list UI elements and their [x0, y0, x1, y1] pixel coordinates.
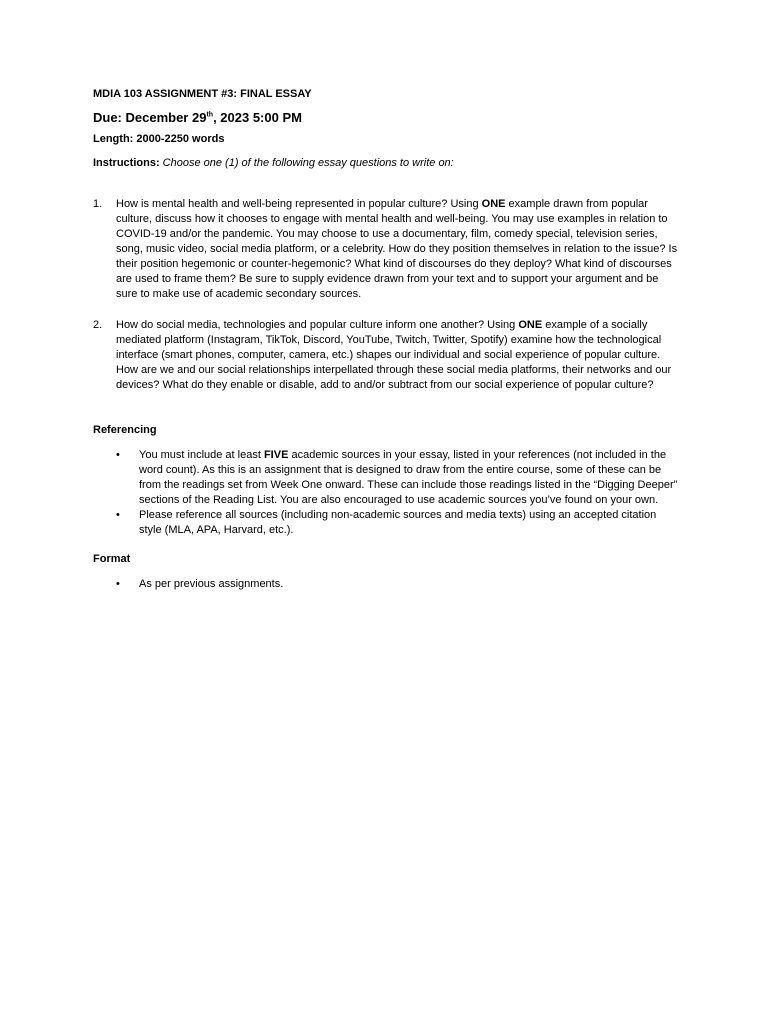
bullet-icon: • — [116, 449, 120, 461]
referencing-item — [93, 508, 678, 538]
question-text-after: example drawn from popular culture, discuss how it chooses to engage with mental health and well-being. You may use examples in relation to COVID-19 and/or the pandemic. You may choose to use a documentary, film, comedy special, television series, song, music video, social media platform, or a celebrity. How do they position themselves in relation to the issue? Is their position hegemonic or counter-hegemonic? What kind of discourses do they deploy? What kind of discourses are used to frame them? Be sure to supply evidence drawn from your text and to support your argument and be sure to make use of academic secondary sources. — [116, 198, 678, 300]
referencing-text-emphasis: FIVE — [263, 449, 289, 461]
essay-question — [93, 318, 678, 393]
question-text-emphasis: ONE — [518, 319, 543, 331]
referencing-item — [93, 448, 678, 508]
instructions-label: Instructions: — [93, 157, 160, 169]
essay-length: Length: 2000-2250 words — [93, 133, 225, 145]
essay-question-list — [93, 197, 678, 393]
due-date-suffix: , 2023 5:00 PM — [213, 110, 302, 125]
format-text: As per previous assignments. — [139, 578, 284, 590]
document-page — [93, 86, 678, 592]
referencing-text-before: You must include at least — [139, 449, 264, 461]
question-text-before: How do social media, technologies and popular culture inform one another? Using — [116, 319, 519, 331]
due-date-ordinal: th — [206, 111, 214, 119]
referencing-text-after: academic sources in your essay, listed in your references (not included in the word count). As this is an assignment that is designed to draw from the entire course, some of these can be from the readings set from Week One onward. These can include those readings listed in the “Digging Deeper” sections of the Reading List. You are also encouraged to use academic sources you’ve found on your own. — [139, 449, 678, 506]
question-text-emphasis: ONE — [481, 198, 506, 210]
question-text-before: How is mental health and well-being represented in popular culture? Using — [116, 198, 482, 210]
essay-question — [93, 197, 678, 302]
question-text-after: example of a socially mediated platform (Instagram, TikTok, Discord, YouTube, Twitch, Twitter, Spotify) examine how the technological interface (smart phones, computer, camera, etc.) shapes our individual and social experience of popular culture. How are we and our social relationships interpellated through these social media platforms, their networks and our devices? What do they enable or disable, add to and/or subtract from our social experience of popular culture? — [116, 319, 672, 391]
question-number: 2. — [93, 319, 103, 331]
assignment-title: MDIA 103 ASSIGNMENT #3: FINAL ESSAY — [93, 88, 312, 100]
format-item — [93, 577, 678, 592]
due-date — [93, 109, 678, 127]
instructions-text: Choose one (1) of the following essay questions to write on: — [159, 157, 454, 169]
format-heading: Format — [93, 553, 131, 565]
question-number: 1. — [93, 198, 103, 210]
referencing-text: Please reference all sources (including non-academic sources and media texts) using an accepted citation style (MLA, APA, Harvard, etc.). — [139, 509, 657, 536]
instructions — [93, 156, 678, 171]
bullet-icon: • — [116, 509, 120, 521]
referencing-list — [93, 448, 678, 538]
referencing-heading: Referencing — [93, 424, 157, 436]
due-date-prefix: Due: December 29 — [93, 110, 207, 125]
bullet-icon: • — [116, 578, 120, 590]
format-list — [93, 577, 678, 592]
